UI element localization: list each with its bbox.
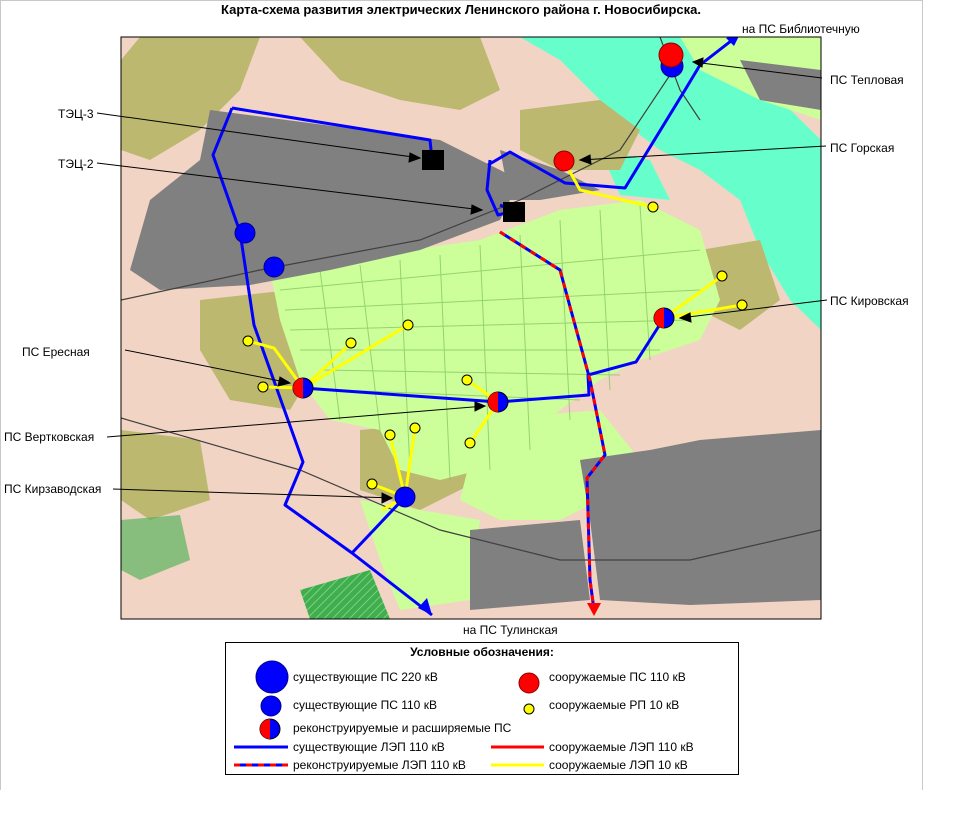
legend-symbol-ps-220 xyxy=(256,661,288,693)
legend-item-ps-110-new: сооружаемые ПС 110 кВ xyxy=(549,670,686,684)
substation-110-existing xyxy=(264,257,284,277)
label-bibliotechnaya: на ПС Библиотечную xyxy=(742,22,860,36)
legend-symbol-reconstructed-ps xyxy=(260,719,280,739)
legend-item-lep-110-new: сооружаемые ЛЭП 110 кВ xyxy=(549,740,694,754)
tec-2-marker xyxy=(503,202,525,222)
legend-item-ps-110-existing: существующие ПС 110 кВ xyxy=(293,698,437,712)
substation-eresnaya xyxy=(293,378,313,398)
legend-item-lep-110-reconstructed: реконструируемые ЛЭП 110 кВ xyxy=(293,758,466,772)
legend-item-ps-220: существующие ПС 220 кВ xyxy=(293,670,438,684)
label-gorskaya: ПС Горская xyxy=(830,141,895,155)
legend-symbol-rp-10 xyxy=(524,704,534,714)
label-kirovskaya: ПС Кировская xyxy=(830,294,909,308)
label-teplovaya: ПС Тепловая xyxy=(830,73,904,87)
substation-teplovaya-new xyxy=(659,43,683,67)
legend-item-reconstructed-ps: реконструируемые и расширяемые ПС xyxy=(293,721,512,735)
substation-gorskaya xyxy=(554,151,574,171)
substation-kirzavodskaya xyxy=(395,487,415,507)
label-tulinskaya: на ПС Тулинская xyxy=(463,623,558,637)
map-area xyxy=(121,34,821,619)
label-eresnaya: ПС Ересная xyxy=(22,345,90,359)
substation-vertkovskaya xyxy=(488,392,508,412)
page-title: Карта-схема развития электрических Ленинского района г. Новосибирска. xyxy=(221,2,701,17)
industrial-se xyxy=(580,430,821,605)
label-kirzavodskaya: ПС Кирзаводская xyxy=(4,482,102,496)
label-tec-3: ТЭЦ-3 xyxy=(58,107,94,121)
legend-item-lep-110-existing: существующие ЛЭП 110 кВ xyxy=(293,740,445,754)
label-vertkovskaya: ПС Вертковская xyxy=(4,430,95,444)
legend-item-lep-10-new: сооружаемые ЛЭП 10 кВ xyxy=(549,758,688,772)
industrial-s xyxy=(470,520,590,610)
legend-symbol-ps-110-new xyxy=(519,673,539,693)
legend-item-rp-10: сооружаемые РП 10 кВ xyxy=(549,698,680,712)
legend xyxy=(225,642,739,775)
legend-symbol-ps-110-existing xyxy=(261,696,281,716)
tec-3-marker xyxy=(422,150,444,170)
legend-title: Условные обозначения: xyxy=(410,645,554,659)
substation-kirovskaya xyxy=(654,308,674,328)
label-tec-2: ТЭЦ-2 xyxy=(58,157,94,171)
substation-110-existing xyxy=(235,223,255,243)
